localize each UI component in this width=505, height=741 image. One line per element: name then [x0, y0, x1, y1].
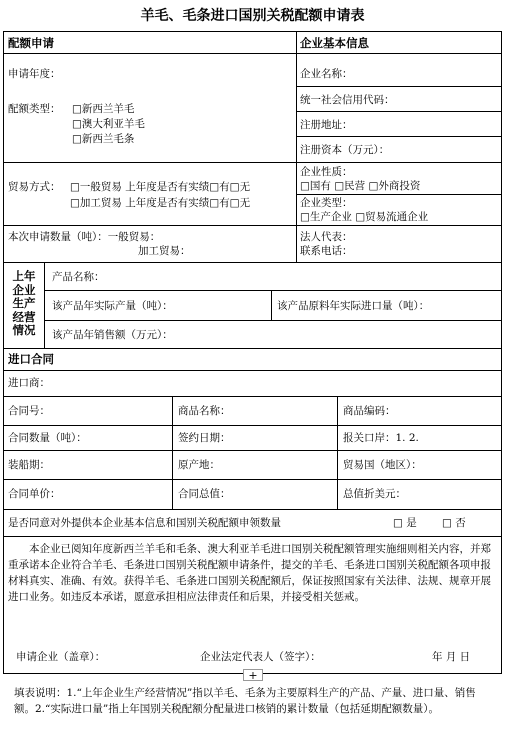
credit-code-label: 统一社会信用代码： [300, 94, 395, 106]
quota-option-nz-tops[interactable]: □新西兰毛条 [72, 133, 135, 145]
contract-qty-label: 合同数量（吨）： [8, 432, 87, 444]
port-label: 报关口岸：1. 2. [343, 432, 419, 444]
expand-button[interactable]: + [243, 669, 263, 681]
product-name-label: 产品名称： [52, 271, 105, 283]
commitment-text: 本企业已阅知年度新西兰羊毛和毛条、澳大利亚羊毛进口国别关税配额管理实施细则相关内容，并郑重承诺本企业符合羊毛、毛条进口国别关税配额申请条件，提交的羊毛、毛条进口国别关税配额各项申报材料真实、准确、有效。获得羊毛、毛条进口国别关税配额后，保证按照国家有关法律、法规、规章开展进口业务。如违反本承诺，愿意承担相应法律责任和后果，并接受相关惩戒。 [8, 543, 491, 603]
sign-date-label: 签约日期： [178, 432, 231, 444]
ship-date-label: 装船期： [8, 459, 50, 471]
contact-phone-label: 联系电话： [300, 245, 353, 257]
legal-rep-label: 法人代表： [300, 231, 353, 243]
goods-name-label: 商品名称： [178, 405, 231, 417]
consent-question: 是否同意对外提供本企业基本信息和国别关税配额申领数量 [8, 517, 281, 529]
sign-date-field: 年 月 日 [432, 651, 471, 663]
section-contract-header: 进口合同 [8, 352, 54, 366]
contract-no-label: 合同号： [8, 405, 50, 417]
trade-mode-label: 贸易方式： [8, 181, 61, 193]
annual-sales-label: 该产品年销售额（万元）： [52, 329, 173, 341]
goods-code-label: 商品编码： [343, 405, 396, 417]
reg-address-label: 注册地址： [300, 119, 353, 131]
total-price-label: 合同总值： [178, 488, 231, 500]
apply-year-label: 申请年度： [8, 68, 61, 80]
section-quota-header: 配额申请 [8, 36, 54, 50]
company-name-label: 企业名称： [300, 68, 353, 80]
company-type-label: 企业类型： [300, 197, 353, 209]
total-usd-label: 总值折美元： [343, 488, 406, 500]
raw-import-label: 该产品原料年实际进口量（吨）： [277, 300, 430, 312]
consent-no-checkbox[interactable]: □ 否 [442, 517, 466, 529]
fill-instructions: 填表说明：1.“上年企业生产经营情况”指以羊毛、毛条为主要原料生产的产品、产量、进口量、销售额。2.“实际进口量”指上年国别关税配额分配量进口核销的累计数量（包括延期配额数量）。 [14, 687, 476, 715]
actual-output-label: 该产品年实际产量（吨）： [52, 300, 173, 312]
sign-company-label: 申请企业（盖章）： [16, 651, 106, 663]
reg-capital-label: 注册资本（万元）： [300, 144, 390, 156]
trade-option-general[interactable]: □一般贸易 上年度是否有实绩□有□无 [70, 181, 251, 193]
form-table [3, 31, 502, 674]
section-company-header: 企业基本信息 [300, 36, 369, 50]
sign-legal-label: 企业法定代表人（签字）： [200, 651, 321, 663]
quota-type-label: 配额类型： [8, 103, 61, 115]
importer-label: 进口商： [8, 377, 50, 389]
quota-option-nz-wool[interactable]: □新西兰羊毛 [72, 103, 135, 115]
quota-option-au-wool[interactable]: □澳大利亚羊毛 [72, 118, 145, 130]
unit-price-label: 合同单价： [8, 488, 61, 500]
trade-option-processing[interactable]: □加工贸易 上年度是否有实绩□有□无 [70, 197, 251, 209]
prev-year-header: 上年 企业 生产 经营 情况 [12, 269, 36, 337]
apply-qty-processing-label: 加工贸易： [138, 245, 191, 257]
company-type-options[interactable]: □生产企业 □贸易流通企业 [300, 211, 429, 223]
nature-label: 企业性质： [300, 166, 353, 178]
apply-qty-label: 本次申请数量（吨）：一般贸易： [8, 231, 161, 243]
origin-label: 原产地： [178, 459, 220, 471]
nature-options[interactable]: □国有 □民营 □外商投资 [300, 180, 421, 192]
consent-yes-checkbox[interactable]: □ 是 [393, 517, 417, 529]
form-title: 羊毛、毛条进口国别关税配额申请表 [140, 8, 365, 24]
trade-country-label: 贸易国（地区）： [343, 459, 422, 471]
